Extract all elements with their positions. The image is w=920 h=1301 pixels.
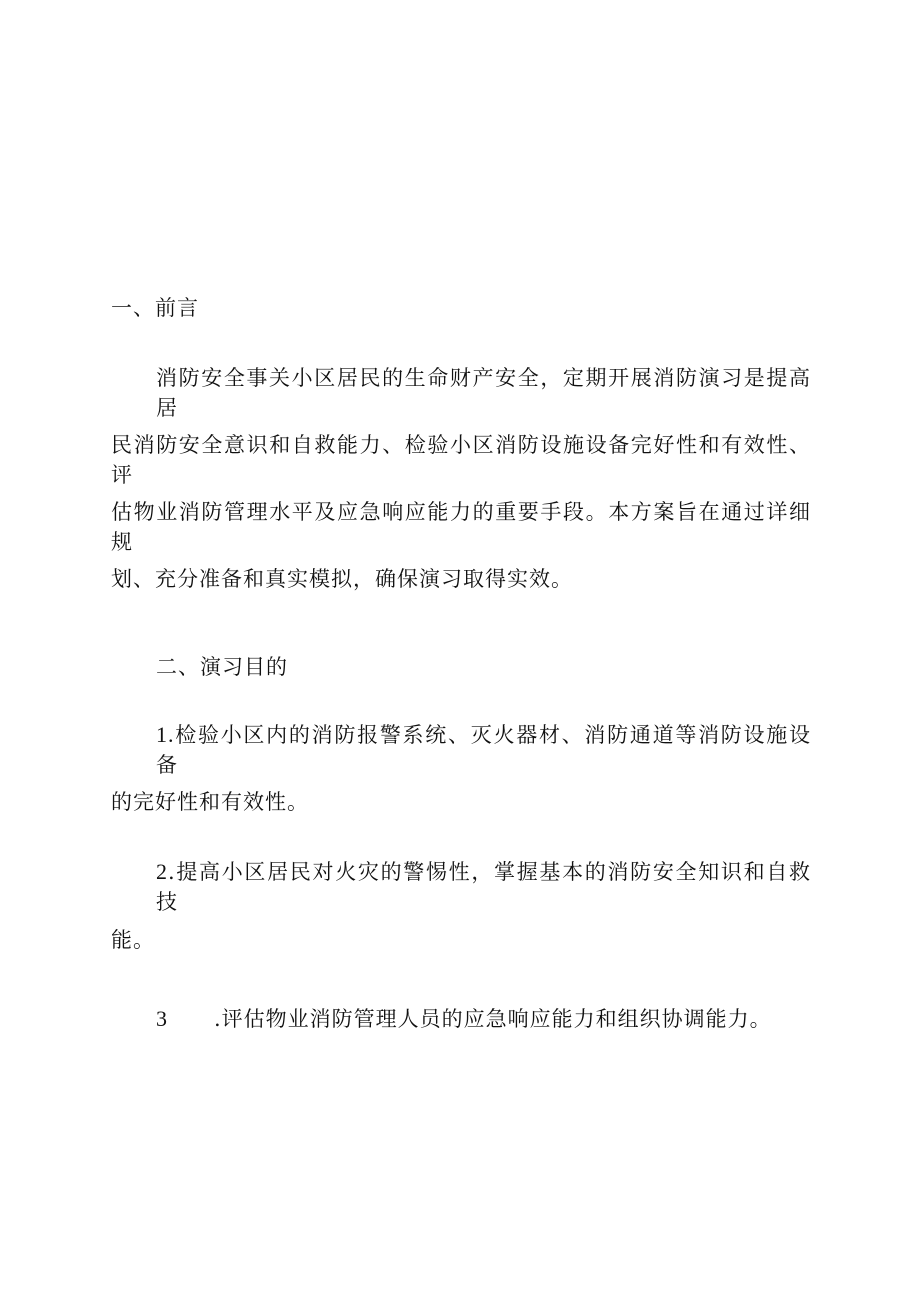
objective-item-1-line-2: 的完好性和有效性。: [111, 790, 309, 814]
objective-item-1-line-1: [156, 720, 811, 780]
section-heading-preface: 一、前言: [111, 296, 199, 320]
preface-paragraph-line-2: 民消防安全意识和自救能力、检验小区消防设施设备完好性和有效性、评: [111, 433, 811, 487]
objective-item-2-line-2: 能。: [111, 928, 155, 952]
preface-paragraph-line-4: 划、充分准备和真实模拟，确保演习取得实效。: [111, 567, 573, 591]
objective-item-3-number: 3: [156, 1006, 168, 1031]
objective-item-2-number: 2: [156, 859, 168, 884]
objective-item-2-line-1: [156, 857, 811, 917]
preface-paragraph-line-1: 消防安全事关小区居民的生命财产安全，定期开展消防演习是提高居: [156, 366, 811, 420]
objective-item-3-line-1: [156, 1004, 772, 1034]
objective-item-1-text: 检验小区内的消防报警系统、灭火器材、消防通道等消防设施设备: [156, 723, 811, 777]
preface-paragraph-line-3: 估物业消防管理水平及应急响应能力的重要手段。本方案旨在通过详细规: [111, 500, 811, 554]
objective-item-1-number: 1.: [156, 722, 175, 747]
objective-item-2-text: .提高小区居民对火灾的警惕性，掌握基本的消防安全知识和自救技: [156, 860, 811, 914]
section-heading-objectives: 二、演习目的: [156, 655, 288, 679]
objective-item-3-text: .评估物业消防管理人员的应急响应能力和组织协调能力。: [214, 1007, 772, 1031]
